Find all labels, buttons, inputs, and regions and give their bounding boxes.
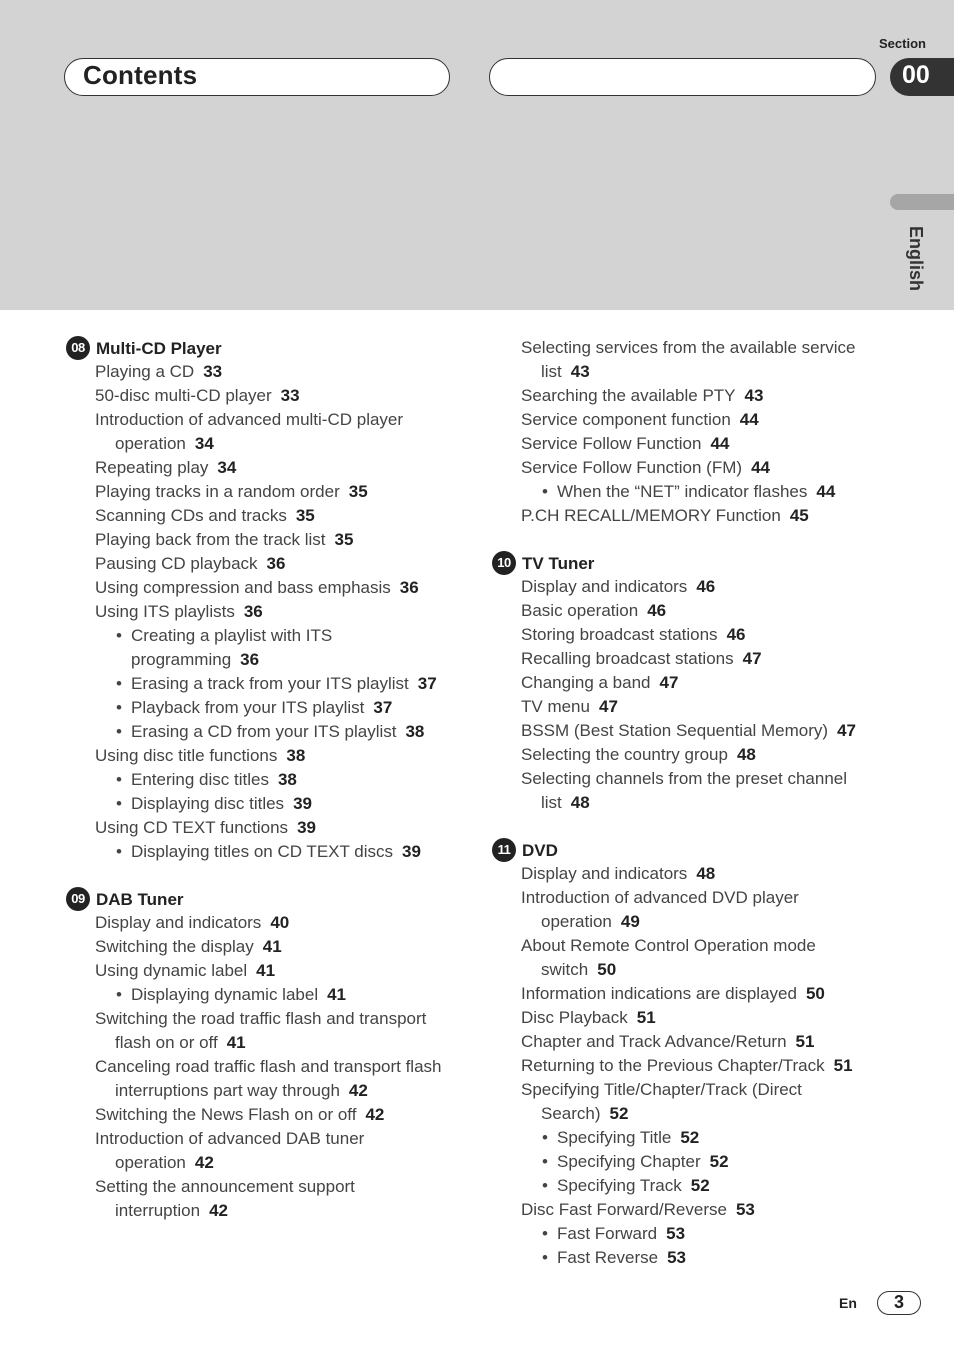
page-title: Contents	[83, 60, 198, 90]
toc-entry[interactable]	[66, 1007, 466, 1055]
toc-entry-page: 43	[744, 386, 764, 405]
toc-entry[interactable]	[492, 1174, 892, 1198]
toc-entry[interactable]	[492, 575, 892, 599]
bullet-icon: •	[116, 770, 122, 789]
toc-entry-page: 44	[816, 482, 836, 501]
toc-entry-text: Searching the available PTY	[521, 386, 736, 405]
toc-entry-page: 51	[795, 1032, 815, 1051]
toc-entry-page: 39	[297, 818, 316, 837]
toc-entry[interactable]	[66, 959, 466, 983]
toc-entry-text: Service component function	[521, 410, 731, 429]
toc-entry-text: Specifying Title	[557, 1128, 672, 1147]
toc-entry[interactable]	[66, 672, 466, 696]
toc-entry-text: Introduction of advanced DVD player operation	[521, 888, 799, 931]
toc-entry[interactable]	[492, 1198, 892, 1222]
toc-entry-page: 34	[217, 458, 237, 477]
toc-entry-text: Pausing CD playback	[95, 554, 258, 573]
toc-entry[interactable]	[492, 336, 892, 384]
toc-entry[interactable]	[66, 792, 466, 816]
toc-entry-page: 39	[402, 842, 421, 861]
section-label: Section	[879, 36, 926, 51]
toc-entry-page: 48	[696, 864, 716, 883]
toc-entry[interactable]	[66, 408, 466, 456]
toc-entry-page: 41	[256, 961, 276, 980]
toc-entry-page: 35	[295, 506, 315, 525]
section-badge: 08	[66, 336, 90, 360]
bullet-icon: •	[542, 1176, 548, 1195]
bullet-icon: •	[116, 698, 122, 717]
toc-entry-page: 41	[262, 937, 282, 956]
section-title: DVD	[522, 841, 558, 860]
toc-entry[interactable]	[492, 743, 892, 767]
toc-entry-page: 36	[240, 650, 260, 669]
section-badge: 09	[66, 887, 90, 911]
toc-entry-text: Entering disc titles	[131, 770, 269, 789]
toc-entry-page: 47	[837, 721, 856, 740]
toc-entry[interactable]	[492, 1054, 892, 1078]
toc-entry-page: 44	[751, 458, 770, 477]
toc-entry[interactable]	[492, 456, 892, 480]
toc-entry-page: 44	[739, 410, 759, 429]
bullet-icon: •	[116, 722, 122, 741]
toc-entry-text: Using compression and bass emphasis	[95, 578, 391, 597]
toc-entry-text: Repeating play	[95, 458, 209, 477]
toc-entry-page: 50	[805, 984, 825, 1003]
toc-entry[interactable]	[492, 719, 892, 743]
toc-entry[interactable]	[66, 552, 466, 576]
toc-entry[interactable]	[66, 576, 466, 600]
toc-entry-text: Erasing a track from your ITS playlist	[131, 674, 409, 693]
toc-entry[interactable]	[492, 862, 892, 886]
toc-entry-text: Switching the display	[95, 937, 254, 956]
bullet-icon: •	[116, 842, 122, 861]
bullet-icon: •	[542, 1224, 548, 1243]
toc-entry-page: 48	[570, 793, 590, 812]
toc-entry-text: Service Follow Function (FM)	[521, 458, 743, 477]
toc-entry-page: 52	[709, 1152, 729, 1171]
toc-entry-text: Introduction of advanced DAB tuner operation	[95, 1129, 365, 1172]
toc-entry[interactable]	[66, 504, 466, 528]
toc-entry-page: 36	[243, 602, 263, 621]
toc-entry-text: TV menu	[521, 697, 590, 716]
toc-entry-text: Displaying titles on CD TEXT discs	[131, 842, 394, 861]
toc-entry-page: 51	[833, 1056, 853, 1075]
toc-entry[interactable]	[492, 647, 892, 671]
toc-entry-text: Changing a band	[521, 673, 651, 692]
toc-entry-page: 50	[597, 960, 617, 979]
toc-entry[interactable]	[492, 408, 892, 432]
page-number: 3	[877, 1291, 921, 1315]
toc-entry[interactable]	[66, 720, 466, 744]
toc-entry-page: 42	[348, 1081, 368, 1100]
toc-entry-text: Recalling broadcast stations	[521, 649, 734, 668]
toc-entry-page: 46	[726, 625, 746, 644]
toc-entry[interactable]	[66, 935, 466, 959]
toc-entry-text: Playing a CD	[95, 362, 195, 381]
toc-section-11[interactable]	[492, 838, 892, 862]
toc-entry[interactable]	[492, 384, 892, 408]
toc-entry-page: 52	[609, 1104, 629, 1123]
toc-entry[interactable]	[492, 1222, 892, 1246]
toc-entry[interactable]	[66, 360, 466, 384]
toc-entry-text: Scanning CDs and tracks	[95, 506, 287, 525]
toc-entry-text: Display and indicators	[521, 864, 688, 883]
toc-entry[interactable]	[492, 504, 892, 528]
toc-entry-text: Using dynamic label	[95, 961, 248, 980]
toc-entry-page: 34	[194, 434, 214, 453]
toc-entry[interactable]	[66, 528, 466, 552]
toc-entry-text: 50-disc multi-CD player	[95, 386, 272, 405]
toc-entry[interactable]	[66, 456, 466, 480]
toc-entry-page: 33	[203, 362, 223, 381]
toc-entry[interactable]	[66, 840, 466, 864]
toc-entry-text: Fast Reverse	[557, 1248, 659, 1267]
toc-entry-page: 42	[194, 1153, 214, 1172]
toc-entry-page: 46	[647, 601, 667, 620]
toc-entry[interactable]	[66, 696, 466, 720]
toc-entry-text: Introduction of advanced multi-CD player operation	[95, 410, 404, 453]
toc-entry-text: Fast Forward	[557, 1224, 658, 1243]
section-title: Multi-CD Player	[96, 339, 222, 358]
toc-entry[interactable]	[66, 1055, 466, 1103]
toc-entry[interactable]	[66, 1127, 466, 1175]
toc-entry-text: Basic operation	[521, 601, 639, 620]
toc-entry[interactable]	[66, 1175, 466, 1223]
toc-entry-page: 49	[620, 912, 640, 931]
toc-entry-page: 38	[286, 746, 306, 765]
toc-entry[interactable]	[66, 600, 466, 624]
toc-entry-text: Playback from your ITS playlist	[131, 698, 365, 717]
toc-entry-text: Displaying dynamic label	[131, 985, 319, 1004]
toc-entry-text: Storing broadcast stations	[521, 625, 718, 644]
toc-entry-page: 52	[690, 1176, 710, 1195]
bullet-icon: •	[542, 1152, 548, 1171]
toc-entry[interactable]	[66, 744, 466, 768]
toc-entry-page: 46	[696, 577, 716, 596]
toc-entry-page: 53	[735, 1200, 755, 1219]
toc-entry-text: Playing back from the track list	[95, 530, 326, 549]
toc-entry[interactable]	[492, 767, 892, 815]
bullet-icon: •	[542, 1128, 548, 1147]
toc-entry-text: Using ITS playlists	[95, 602, 235, 621]
toc-entry-text: Display and indicators	[521, 577, 688, 596]
bullet-icon: •	[116, 794, 122, 813]
toc-entry-page: 47	[742, 649, 762, 668]
toc-entry-page: 35	[348, 482, 368, 501]
toc-entry-page: 47	[598, 697, 618, 716]
toc-entry[interactable]	[66, 768, 466, 792]
toc-entry[interactable]	[492, 695, 892, 719]
toc-entry-page: 37	[373, 698, 393, 717]
toc-entry-text: Switching the News Flash on or off	[95, 1105, 357, 1124]
toc-entry-page: 38	[405, 722, 425, 741]
toc-section-09[interactable]	[66, 887, 466, 911]
toc-entry[interactable]	[492, 1126, 892, 1150]
toc-entry[interactable]	[492, 1150, 892, 1174]
toc-entry[interactable]	[66, 911, 466, 935]
section-title: TV Tuner	[522, 554, 595, 573]
section-badge: 11	[492, 838, 516, 862]
toc-entry[interactable]	[66, 983, 466, 1007]
bullet-icon: •	[116, 674, 122, 693]
toc-entry-text: About Remote Control Operation mode switch	[521, 936, 816, 979]
bullet-icon: •	[542, 482, 548, 501]
toc-entry-page: 45	[789, 506, 809, 525]
toc-entry-text: Setting the announcement support interruption	[95, 1177, 355, 1220]
toc-entry-page: 42	[209, 1201, 228, 1220]
toc-entry-page: 52	[680, 1128, 700, 1147]
toc-entry-text: When the “NET” indicator flashes	[557, 482, 808, 501]
toc-entry-text: BSSM (Best Station Sequential Memory)	[521, 721, 829, 740]
toc-entry[interactable]	[492, 480, 892, 504]
toc-entry[interactable]	[492, 599, 892, 623]
toc-entry-text: Specifying Track	[557, 1176, 682, 1195]
toc-entry-text: Switching the road traffic flash and transport flash on or off	[95, 1009, 427, 1052]
toc-entry-page: 40	[270, 913, 290, 932]
header-band	[0, 0, 954, 310]
bullet-icon: •	[116, 626, 122, 645]
toc-entry[interactable]	[492, 623, 892, 647]
toc-entry[interactable]	[66, 480, 466, 504]
toc-column-right	[492, 336, 892, 1270]
toc-entry[interactable]	[492, 432, 892, 456]
toc-entry-text: Selecting the country group	[521, 745, 728, 764]
toc-entry-text: Specifying Chapter	[557, 1152, 701, 1171]
toc-entry-text: Display and indicators	[95, 913, 262, 932]
toc-entry-page: 53	[667, 1248, 687, 1267]
section-badge: 10	[492, 551, 516, 575]
toc-entry-text: Disc Playback	[521, 1008, 628, 1027]
toc-entry-text: Erasing a CD from your ITS playlist	[131, 722, 397, 741]
toc-entry[interactable]	[492, 934, 892, 982]
toc-entry-text: Disc Fast Forward/Reverse	[521, 1200, 727, 1219]
toc-entry[interactable]	[492, 1030, 892, 1054]
toc-entry[interactable]	[66, 384, 466, 408]
toc-entry-page: 37	[417, 674, 437, 693]
toc-entry-text: Selecting channels from the preset channel list	[521, 769, 848, 812]
toc-entry[interactable]	[66, 1103, 466, 1127]
toc-entry-text: P.CH RECALL/MEMORY Function	[521, 506, 781, 525]
toc-entry-text: Selecting services from the available service list	[521, 338, 856, 381]
toc-entry-text: Displaying disc titles	[131, 794, 285, 813]
language-label: English	[906, 226, 926, 292]
bullet-icon: •	[116, 985, 122, 1004]
toc-entry[interactable]	[492, 886, 892, 934]
toc-entry-page: 48	[736, 745, 756, 764]
toc-entry-text: Using disc title functions	[95, 746, 278, 765]
toc-entry-page: 44	[710, 434, 730, 453]
toc-entry-text: Canceling road traffic flash and transport flash interruptions part way through	[95, 1057, 442, 1100]
toc-column-left	[66, 336, 466, 1223]
toc-entry-text: Using CD TEXT functions	[95, 818, 289, 837]
toc-entry-page: 42	[365, 1105, 385, 1124]
toc-entry-page: 36	[399, 578, 419, 597]
toc-entry-text: Information indications are displayed	[521, 984, 797, 1003]
toc-entry-text: Creating a playlist with ITS programming	[131, 626, 333, 669]
toc-entry-page: 47	[659, 673, 679, 692]
toc-entry-text: Playing tracks in a random order	[95, 482, 340, 501]
toc-entry[interactable]	[492, 1006, 892, 1030]
language-tab	[890, 194, 954, 210]
toc-entry-text: Service Follow Function	[521, 434, 702, 453]
toc-entry-page: 43	[570, 362, 590, 381]
title-box	[64, 58, 450, 96]
toc-entry-page: 35	[334, 530, 354, 549]
toc-entry-text: Chapter and Track Advance/Return	[521, 1032, 787, 1051]
toc-section-08[interactable]	[66, 336, 466, 360]
toc-entry-page: 39	[293, 794, 312, 813]
toc-entry[interactable]	[492, 671, 892, 695]
toc-entry-text: Returning to the Previous Chapter/Track	[521, 1056, 825, 1075]
toc-entry[interactable]	[66, 816, 466, 840]
toc-entry-page: 41	[327, 985, 347, 1004]
toc-entry-text: Specifying Title/Chapter/Track (Direct Search)	[521, 1080, 802, 1123]
toc-entry-page: 38	[277, 770, 297, 789]
toc-section-10[interactable]	[492, 551, 892, 575]
toc-entry-page: 51	[636, 1008, 656, 1027]
header-right-box	[489, 58, 876, 96]
section-tab	[890, 58, 954, 96]
toc-entry[interactable]	[492, 1078, 892, 1126]
language-code: En	[839, 1295, 857, 1311]
toc-entry-page: 36	[266, 554, 286, 573]
section-number: 00	[902, 61, 930, 89]
toc-entry-page: 53	[666, 1224, 686, 1243]
toc-entry[interactable]	[492, 1246, 892, 1270]
toc-entry[interactable]	[492, 982, 892, 1006]
bullet-icon: •	[542, 1248, 548, 1267]
toc-entry-page: 41	[226, 1033, 246, 1052]
toc-entry-page: 33	[280, 386, 300, 405]
toc-entry[interactable]	[66, 624, 466, 672]
section-title: DAB Tuner	[96, 890, 184, 909]
